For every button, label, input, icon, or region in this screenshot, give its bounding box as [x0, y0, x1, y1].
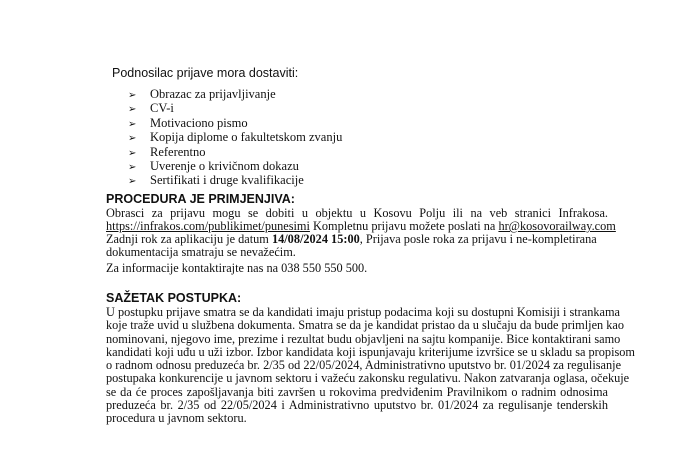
arrow-bullet-icon: ➢: [128, 118, 137, 130]
requirements-list: [128, 87, 342, 188]
contact-line: Za informacije kontaktirajte nas na 038 550 550 500.: [106, 261, 368, 276]
procedure-line: Obrasci za prijavu mogu se dobiti u objektu u Kosovu Polju ili na veb stranici Infrakosa.: [106, 206, 608, 220]
summary-line: kandidati koji uđu u uži izbor. Izbor kandidata koji ispunjavaju kriterijume izvršice se u skladu sa propisom: [106, 344, 635, 359]
arrow-bullet-icon: ➢: [128, 147, 137, 159]
procedure-line: dokumentacija smatraju se nevažećim.: [106, 245, 296, 260]
list-item: ➢ Sertifikati i druge kvalifikacije: [128, 173, 342, 187]
deadline-date: 14/08/2024 15:00: [271, 232, 360, 247]
procedure-paragraph: [106, 206, 616, 276]
summary-line: U postupku prijave smatra se da kandidati imaju pristup podacima koji su dostupni Komisiji i strankama: [106, 305, 620, 319]
summary-line: procedura u javnom sektoru.: [106, 411, 247, 426]
list-item: ➢ Obrazac za prijavljivanje: [128, 87, 342, 101]
arrow-bullet-icon: ➢: [128, 104, 137, 116]
list-item: ➢ Uverenje o krivičnom dokazu: [128, 159, 342, 173]
summary-line: postupaka konkurencije u javnom sektoru i važeću zakonsku regulativu. Nakon zatvaranja oglasa, očekuje: [106, 371, 630, 386]
procedure-line: https://infrakos.com/publikimet/punesimi Kompletnu prijavu možete poslati na hr@kosovorailway.com: [106, 219, 616, 234]
list-item: ➢ CV-i: [128, 101, 342, 115]
list-item: ➢ Motivaciono pismo: [128, 116, 342, 130]
summary-line: koje traže uvid u službena dokumenta. Smatra se da je kandidat pristao da u slučaju da bude primljen kao: [106, 318, 625, 333]
arrow-bullet-icon: ➢: [128, 161, 137, 173]
summary-line: preduzeća br. 2/35 od 22/05/2024 i Administrativno uputstvo br. 01/2024 za regulisanje tenderskih: [106, 398, 608, 413]
summary-line: o radnom odnosu preduzeća br. 2/35 od 22/05/2024, Administrativno uputstvo br. 01/2024 za regulisanje: [106, 358, 622, 373]
summary-line: nominovani, njegovo ime, prezime i rezultat budu objavljeni na sajtu kompanije. Bice kontaktirani samo: [106, 331, 621, 346]
summary-heading: SAŽETAK POSTUPKA:: [106, 291, 242, 305]
email-link[interactable]: hr@kosovorailway.com: [498, 219, 616, 234]
summary-line: se da će proces zapošljavanja biti završen u rokovima predviđenim Pravilnikom o radnim odnosima: [106, 384, 608, 399]
list-item: ➢ Referentno: [128, 145, 342, 159]
arrow-bullet-icon: ➢: [128, 176, 137, 188]
summary-paragraph: [106, 305, 635, 426]
website-link[interactable]: https://infrakos.com/publikimet/punesimi: [106, 219, 310, 234]
arrow-bullet-icon: ➢: [128, 90, 137, 101]
arrow-bullet-icon: ➢: [128, 133, 137, 145]
procedure-line: Zadnji rok za aplikaciju je datum 14/08/2024 15:00, Prijava posle roka za prijavu i ne-kompletirana: [106, 232, 597, 247]
list-item: ➢ Kopija diplome o fakultetskom zvanju: [128, 130, 342, 144]
procedure-heading: PROCEDURA JE PRIMJENJIVA:: [106, 192, 295, 206]
requirements-heading: Podnosilac prijave mora dostaviti:: [112, 66, 299, 80]
